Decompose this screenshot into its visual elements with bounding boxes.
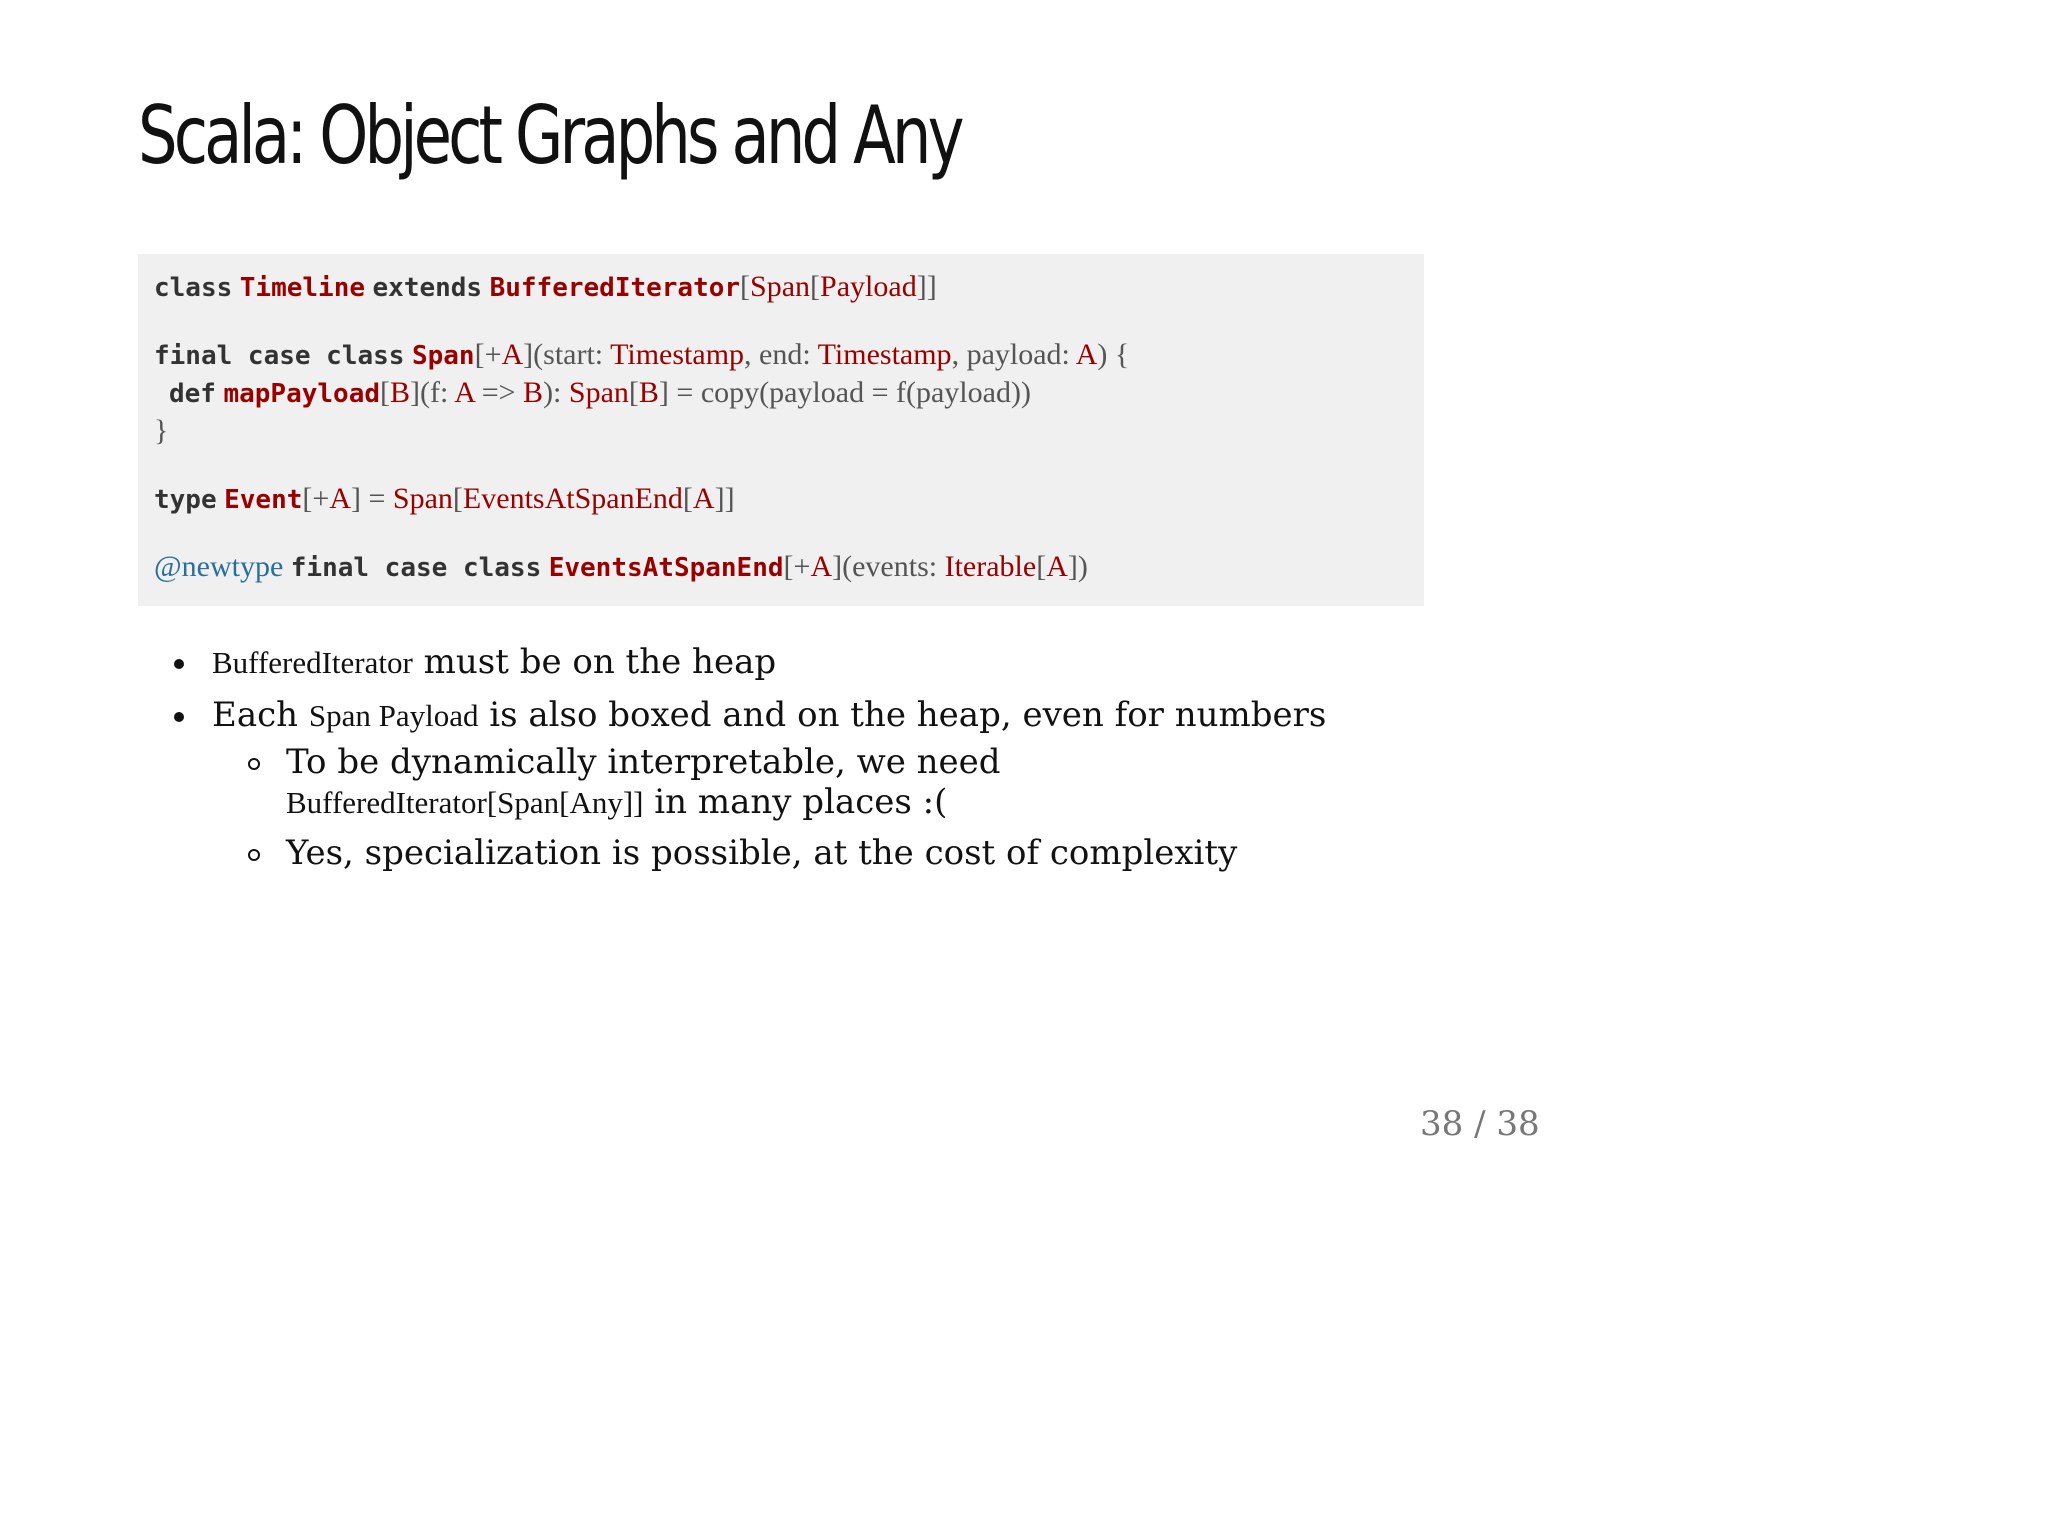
code-punct: [ — [682, 482, 693, 515]
inline-code: BufferedIterator[Span[Any]] — [286, 785, 644, 820]
code-punct: [ — [810, 270, 821, 303]
code-block — [138, 254, 1424, 606]
code-punct: ) { — [1097, 338, 1130, 371]
code-type: A — [810, 550, 833, 583]
sub-bullet-item — [212, 742, 1336, 823]
code-punct: [+ — [474, 338, 502, 371]
inline-code: BufferedIterator — [212, 645, 413, 680]
code-punct: ] = — [351, 482, 393, 515]
code-punct: [ — [452, 482, 463, 515]
code-type: A — [1046, 550, 1068, 583]
code-line-eventsatspanend — [154, 548, 1408, 586]
code-name: BufferedIterator — [489, 273, 741, 303]
code-line-span — [154, 336, 1408, 374]
code-punct: [ — [1036, 550, 1047, 583]
code-line-close-brace — [154, 412, 1408, 450]
code-punct: ](f: — [410, 376, 455, 409]
sub-bullet-item — [212, 833, 1336, 873]
code-name: EventsAtSpanEnd — [548, 553, 784, 583]
code-punct: , end: — [744, 338, 818, 371]
code-keyword: extends — [372, 273, 483, 303]
code-name: mapPayload — [223, 379, 381, 409]
code-punct: [+ — [783, 550, 811, 583]
page-number: 38 / 38 — [1420, 1104, 1540, 1144]
code-punct: } — [154, 414, 169, 447]
code-type: Span — [392, 482, 453, 515]
code-line-timeline — [154, 268, 1408, 306]
code-type: A — [692, 482, 715, 515]
code-keyword: def — [169, 379, 216, 409]
code-punct: [+ — [302, 482, 330, 515]
sub-bullet-list — [212, 742, 1438, 873]
bullet-text: must be on the heap — [412, 642, 777, 682]
code-punct: ]) — [1067, 550, 1088, 583]
code-punct: [ — [628, 376, 639, 409]
code-type: A — [1075, 338, 1098, 371]
slide-title: Scala: Object Graphs and Any — [138, 89, 961, 182]
code-punct: ] = copy(payload = f(payload)) — [658, 376, 1031, 409]
code-punct: ): — [543, 376, 569, 409]
code-punct: ]] — [916, 270, 937, 303]
code-keyword: final case class — [290, 553, 542, 583]
code-type: A — [329, 482, 351, 515]
code-keyword: final case class — [154, 341, 405, 371]
code-type: B — [390, 376, 411, 409]
bullet-item — [138, 640, 1438, 685]
code-type: A — [454, 376, 475, 409]
bullet-text: Each — [212, 695, 309, 735]
code-type: EventsAtSpanEnd — [462, 482, 683, 515]
bullet-list — [138, 640, 1438, 883]
code-type: A — [501, 338, 524, 371]
bullet-text: Yes, specialization is possible, at the cost of complexity — [286, 833, 1238, 873]
code-punct: ](start: — [523, 338, 611, 371]
code-type: Iterable — [944, 550, 1037, 583]
code-punct: => — [474, 376, 524, 409]
code-punct: [ — [740, 270, 751, 303]
code-type: B — [638, 376, 659, 409]
code-name: Span — [411, 341, 475, 371]
code-type: Payload — [820, 270, 917, 303]
code-punct: [ — [380, 376, 391, 409]
bullet-item — [138, 693, 1438, 873]
bullet-text: in many places :( — [643, 782, 948, 822]
code-type: Timestamp — [817, 338, 952, 371]
code-type: Timestamp — [610, 338, 745, 371]
code-punct: ]] — [714, 482, 735, 515]
bullet-text: is also boxed and on the heap, even for numbers — [478, 695, 1327, 735]
code-keyword: class — [154, 273, 233, 303]
code-name: Event — [224, 485, 303, 515]
code-type: B — [523, 376, 544, 409]
code-name: Timeline — [239, 273, 366, 303]
code-punct: , payload: — [951, 338, 1076, 371]
bullet-text: To be dynamically interpretable, we need — [286, 742, 1001, 782]
code-type: Span — [750, 270, 811, 303]
code-line-event — [154, 480, 1408, 518]
code-line-mappayload — [154, 374, 1408, 412]
code-punct: ](events: — [832, 550, 945, 583]
code-type: Span — [568, 376, 629, 409]
inline-code: Span Payload — [308, 698, 479, 733]
code-annotation: @newtype — [154, 550, 284, 583]
code-keyword: type — [154, 485, 217, 515]
